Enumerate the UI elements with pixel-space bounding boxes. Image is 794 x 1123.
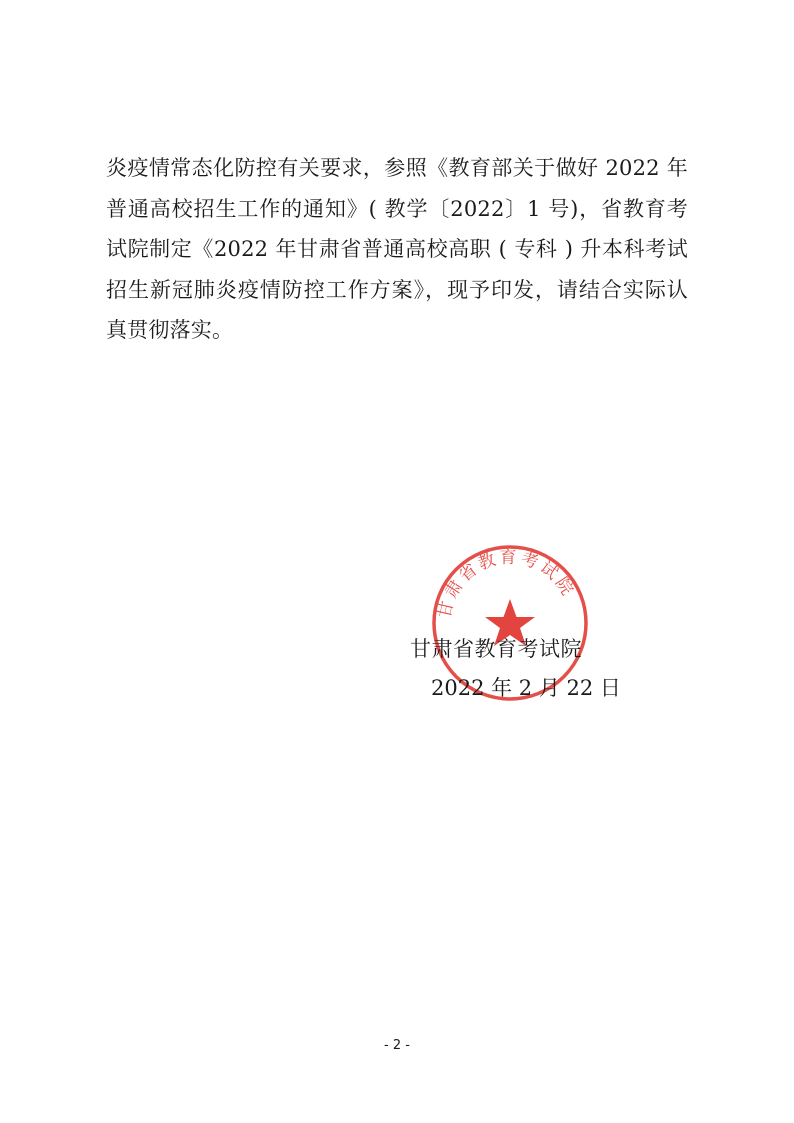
page-number: - 2 - <box>384 1038 410 1053</box>
signature-date: 2022 年 2 月 22 日 <box>431 676 621 700</box>
seal-text: 甘肃省教育考试院 <box>434 547 579 621</box>
signature-organization: 甘肃省教育考试院 <box>410 637 582 661</box>
body-paragraph: 炎疫情常态化防控有关要求，参照《教育部关于做好 2022 年普通高校招生工作的通知》( 教学〔2022〕1 号)，省教育考试院制定《2022 年甘肃省普通高校高职 ( 专科 ) 升本科考试招生新冠肺炎疫情防控工作方案》，现予印发，请结合实际认真贯彻落实。 <box>106 156 688 342</box>
